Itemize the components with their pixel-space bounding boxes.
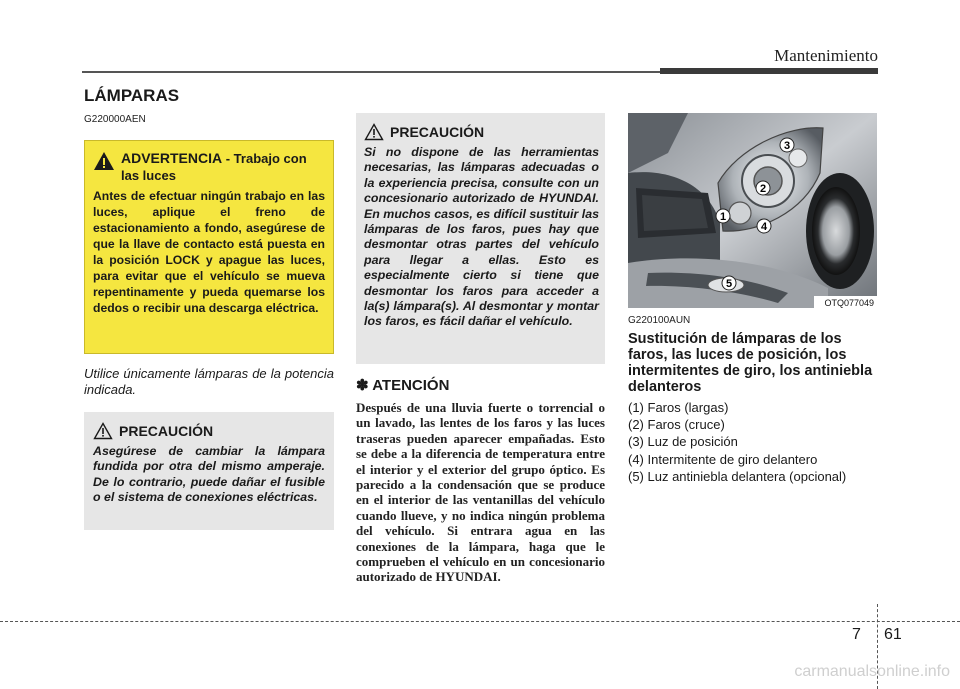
warning-title-suffix: - Trabajo con las luces: [121, 151, 307, 183]
list-item: (2) Faros (cruce): [628, 417, 725, 433]
callout-4: 4: [760, 221, 768, 233]
list-item: (1) Faros (largas): [628, 400, 729, 415]
callout-2: 2: [759, 183, 767, 195]
list-item: (5) Luz antiniebla delantera (opcional): [628, 468, 847, 484]
attention-title-text: ATENCIÓN: [372, 377, 450, 394]
caution-mid-title: PRECAUCIÓN: [390, 124, 485, 140]
header-title: Mantenimiento: [774, 46, 878, 65]
warning-triangle-icon: [93, 151, 115, 171]
caution-mid-text: Si no dispone de las herramientas necesarias, las lámparas adecuadas o la experiencia precisa, consulte con un concesionario autorizado de HYUNDAI. En muchos casos, es difícil sustituir las lámparas de los faros, pues hay que desmontar otras partes del vehículo para llegar a ellas. Esto es especialmente cierto si tiene que desmontar los faros para acceder a la(s) lámpara(s). Al desmontar y montar los faros, es fácil dañar el vehículo.: [364, 145, 599, 329]
caution-box-left: [84, 412, 334, 530]
replacement-title: Sustitución de lámparas de los faros, las luces de posición, los intermitentes de giro, los antiniebla delanteros: [628, 331, 873, 395]
watermark: carmanualsonline.info: [794, 663, 950, 680]
headlamp-photo: [628, 113, 877, 308]
list-item: (4) Intermitente de giro delantero: [628, 451, 818, 467]
page-number: 61: [884, 626, 902, 643]
headlamp-illustration: [628, 113, 877, 308]
header-rule-accent: [660, 68, 878, 74]
attention-text: Después de una lluvia fuerte o torrencial o un lavado, las lentes de los faros y las luces traseras pueden aparecer empañadas. Esto se debe a la diferencia de temperatura entre el interior y el exterior del grupo óptico. Es parecido a la condensación que se produce en el interior de las ventanillas del vehículo cuando llueve, y no indica ningún problema del vehículo. Si entrara agua en las conexiones de la lámpara, haga que le comprueben el vehículo en un concesionario autorizado de HYUNDAI.: [356, 400, 605, 585]
callout-3: 3: [783, 140, 791, 152]
callout-5: 5: [725, 278, 733, 290]
section-title: LÁMPARAS: [84, 86, 180, 105]
replacement-code: G220100AUN: [628, 315, 691, 326]
caution-triangle-icon: [364, 123, 384, 141]
caution-box-mid: [356, 113, 605, 364]
attention-symbol: ✽: [356, 377, 369, 394]
italic-note: Utilice únicamente lámparas de la potencia indicada.: [84, 366, 334, 397]
footer-rule: [0, 621, 960, 622]
warning-title: [121, 150, 325, 184]
caution-left-text: Asegúrese de cambiar la lámpara fundida por otra del mismo amperaje. De lo contrario, puede dañar el fusible o el sistema de conexiones eléctricas.: [93, 444, 325, 505]
attention-title: [356, 376, 449, 394]
caution-left-title: PRECAUCIÓN: [119, 423, 214, 439]
section-code: G220000AEN: [84, 114, 146, 125]
callout-1: 1: [719, 211, 727, 223]
photo-caption-code: OTQ077049: [824, 298, 874, 308]
lamp-list: [628, 399, 846, 485]
list-item: (3) Luz de posición: [628, 434, 738, 450]
caution-triangle-icon: [93, 422, 113, 440]
warning-text: Antes de efectuar ningún trabajo en las luces, aplique el freno de estacionamiento a fondo, asegúrese de que la llave de contacto está puesta en la posición LOCK y apague las luces, para evitar que el vehículo se mueva repentinamente y pueda quemarse los dedos o recibir una descarga eléctrica.: [93, 189, 325, 315]
warning-box: [84, 140, 334, 354]
warning-title-main: ADVERTENCIA: [121, 150, 223, 166]
page-chapter: 7: [852, 626, 861, 643]
